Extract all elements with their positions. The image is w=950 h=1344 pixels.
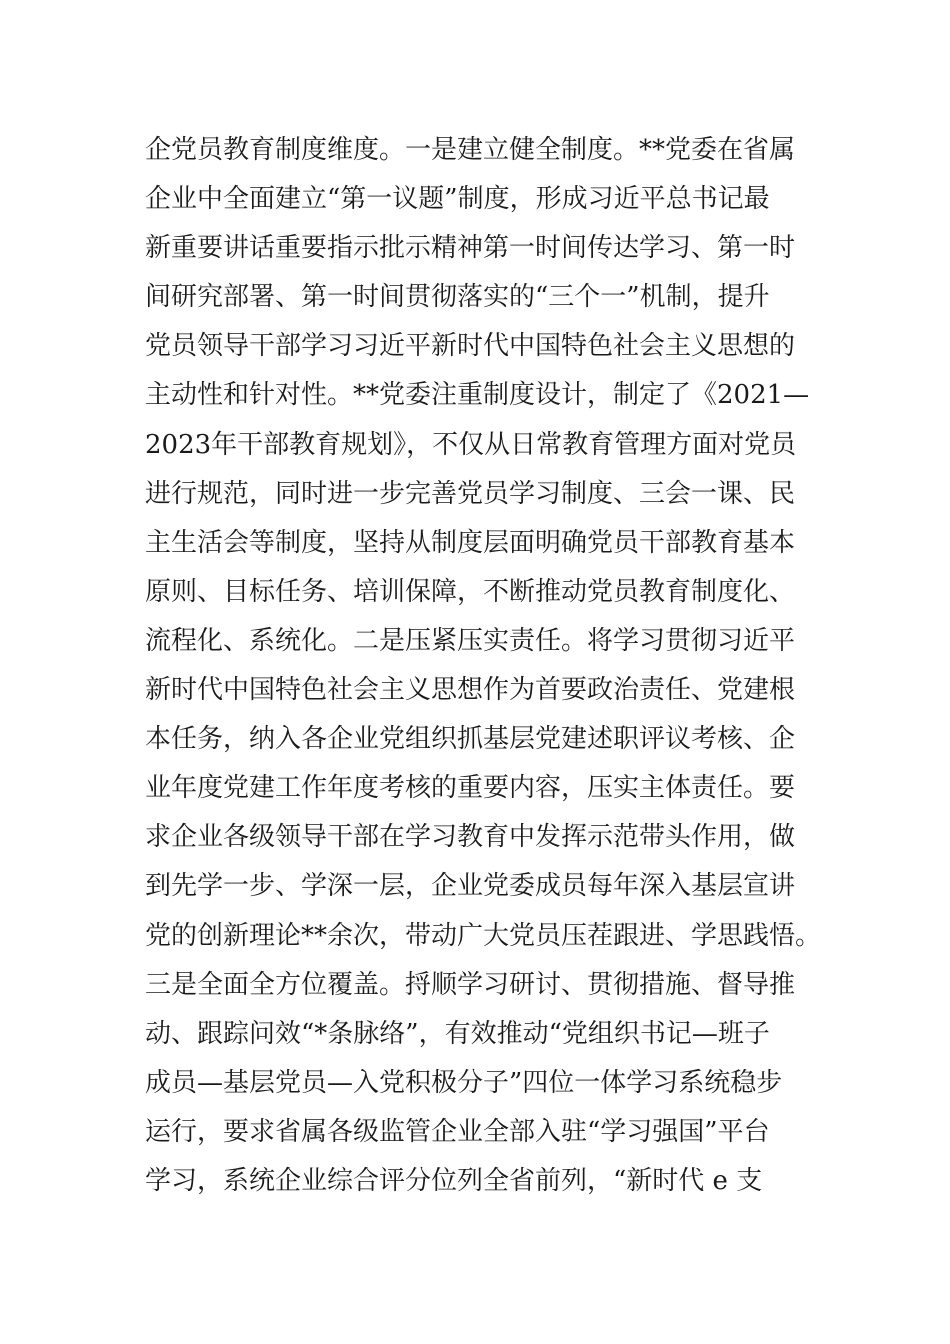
text-line: 学习，系统企业综合评分位列全省前列，“新时代 e 支 <box>145 1165 763 1196</box>
text-line: 三是全面全方位覆盖。捋顺学习研讨、贯彻措施、督导推 <box>145 969 796 1000</box>
text-line: 主动性和针对性。**党委注重制度设计，制定了《2021— <box>145 380 810 411</box>
text-line: 求企业各级领导干部在学习教育中发挥示范带头作用，做 <box>145 822 796 853</box>
text-line: 动、跟踪问效“*条脉络”，有效推动“党组织书记—班子 <box>145 1018 770 1049</box>
text-line: 原则、目标任务、培训保障，不断推动党员教育制度化、 <box>145 576 796 607</box>
body-paragraph <box>145 126 845 1206</box>
text-line: 新时代中国特色社会主义思想作为首要政治责任、党建根 <box>145 675 796 706</box>
text-line: 间研究部署、第一时间贯彻落实的“三个一”机制，提升 <box>145 282 770 313</box>
text-line: 党的创新理论**余次，带动广大党员压茬跟进、学思践悟。 <box>145 920 822 951</box>
text-line: 党员领导干部学习习近平新时代中国特色社会主义思想的 <box>145 331 796 362</box>
text-line: 业年度党建工作年度考核的重要内容，压实主体责任。要 <box>145 773 796 804</box>
text-line: 到先学一步、学深一层，企业党委成员每年深入基层宣讲 <box>145 871 796 902</box>
text-line: 流程化、系统化。二是压紧压实责任。将学习贯彻习近平 <box>145 625 796 656</box>
text-line: 成员—基层党员—入党积极分子”四位一体学习系统稳步 <box>145 1067 783 1098</box>
text-line: 2023年干部教育规划》，不仅从日常教育管理方面对党员 <box>145 429 797 460</box>
text-line: 企业中全面建立“第一议题”制度，形成习近平总书记最 <box>145 184 770 215</box>
text-line: 企党员教育制度维度。一是建立健全制度。**党委在省属 <box>145 135 796 165</box>
text-line: 主生活会等制度，坚持从制度层面明确党员干部教育基本 <box>145 527 796 558</box>
text-line: 本任务，纳入各企业党组织抓基层党建述职评议考核、企 <box>145 724 796 755</box>
text-line: 新重要讲话重要指示批示精神第一时间传达学习、第一时 <box>145 233 796 264</box>
text-line: 进行规范，同时进一步完善党员学习制度、三会一课、民 <box>145 478 796 509</box>
text-line: 运行，要求省属各级监管企业全部入驻“学习强国”平台 <box>145 1116 770 1147</box>
